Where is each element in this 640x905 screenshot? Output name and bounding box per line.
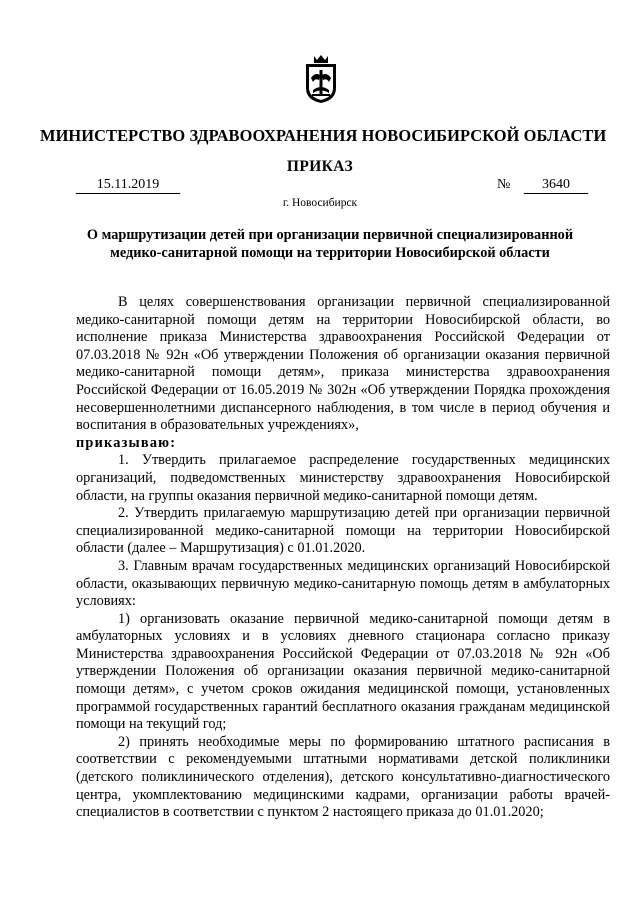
command-word: приказываю: [76,434,177,451]
document-date: 15.11.2019 [76,176,180,194]
order-item-2: 2. Утвердить прилагаемую маршрутизацию детей при организации первичной специализированной медико-санитарной помощи на территории Новосибирской области (далее – Маршрутизация) с 01.01.2020. [76,505,610,557]
preamble-paragraph: В целях совершенствования организации первичной специализированной медико-санитарной помощи детям на территории Новосибирской области, во исполнение приказа Министерства здравоохранения Российской Федерации от 07.03.2018 № 92н «Об утверждении Положения об организации оказания первичной медико-санитарной помощи детям», приказа министерства здравоохранения Российской Федерации от 16.05.2019 № 302н «Об утверждении Порядка прохождения несовершеннолетними диспансерного наблюдения, в том числе в период обучения и воспитания в образовательных учреждениях», [76,294,610,434]
document-subject: О маршрутизации детей при организации первичной специализированной медико-санитарной помощи на территории Новосибирской области [86,227,574,261]
document-body [76,294,610,822]
order-item-1: 1. Утвердить прилагаемое распределение государственных медицинских организаций, подведомственных министерству здравоохранения Новосибирской области, на группы оказания первичной медико-санитарной помощи детям. [76,452,610,504]
document-type: ПРИКАЗ [286,158,354,175]
ministry-name: МИНИСТЕРСТВО ЗДРАВООХРАНЕНИЯ НОВОСИБИРСКОЙ ОБЛАСТИ [40,126,607,145]
order-subitem-1: 1) организовать оказание первичной медико-санитарной помощи детям в амбулаторных условиях и в условиях дневного стационара согласно приказу Министерства здравоохранения Российской Федерации от 07.03.2018 № 92н «Об утверждении Положения об организации оказания первичной медико-санитарной помощи детям», с учетом сроков ожидания медицинской помощи, установленных программой государственных гарантий бесплатного оказания гражданам медицинской помощи на текущий год; [76,610,610,733]
number-label: № [497,177,511,192]
document-number: 3640 [524,176,588,194]
order-subitem-2: 2) принять необходимые меры по формированию штатного расписания в соответствии с рекомендуемыми штатными нормативами детской поликлиники (детского поликлинического отделения), детского консультативно-диагностического центра, укомплектованию медицинскими кадрами, организации работы врачей-специалистов в соответствии с пунктом 2 настоящего приказа до 01.01.2020; [76,733,610,821]
document-city: г. Новосибирск [282,197,358,209]
order-item-3: 3. Главным врачам государственных медицинских организаций Новосибирской области, оказывающих первичную медико-санитарную помощь детям в амбулаторных условиях: [76,557,610,610]
coat-of-arms-icon [303,54,339,104]
